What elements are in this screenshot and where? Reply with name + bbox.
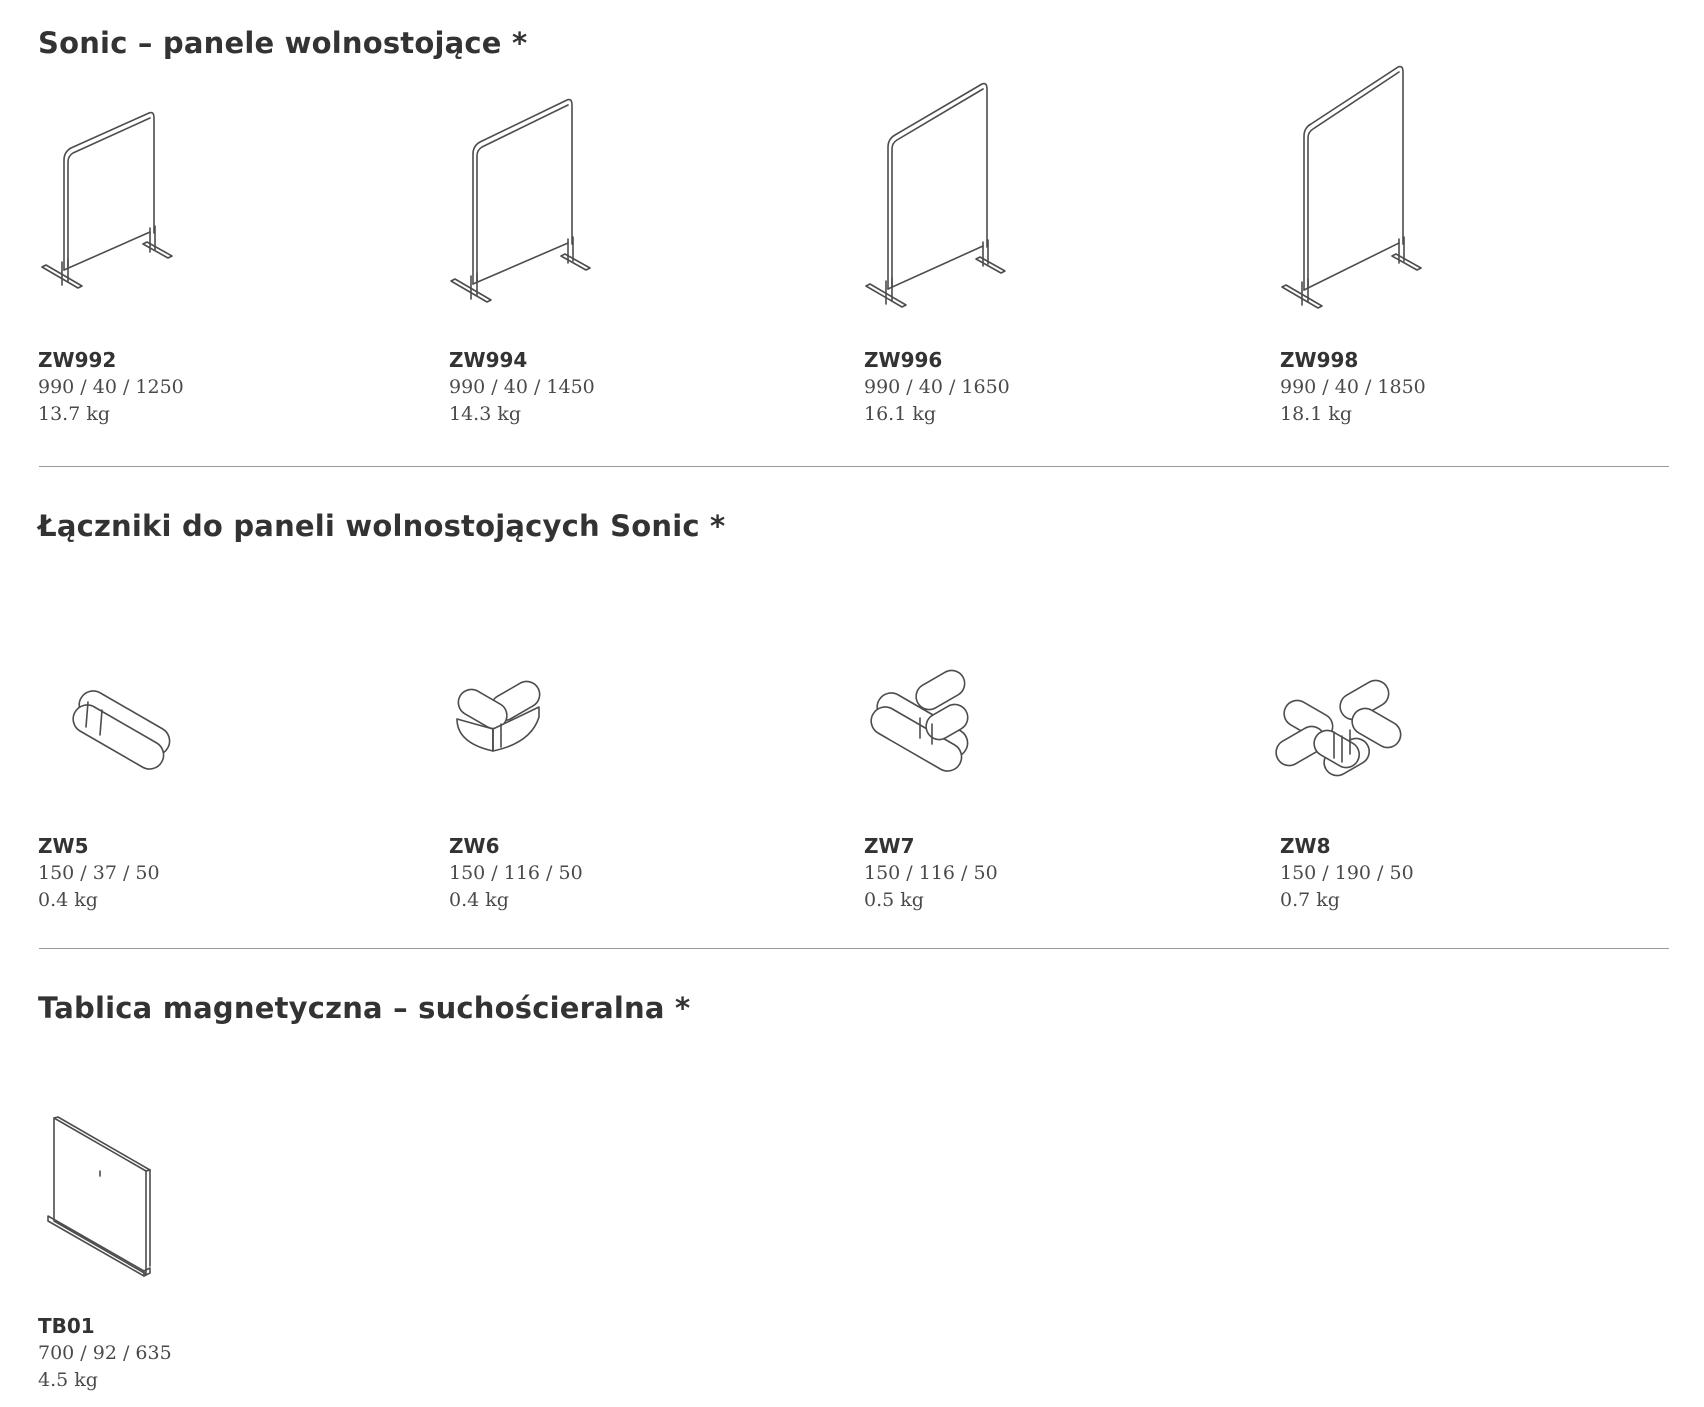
product-dimensions: 990 / 40 / 1450 (449, 376, 595, 398)
whiteboard-icon (44, 1116, 164, 1286)
section-title-whiteboard: Tablica magnetyczna – suchościeralna * (38, 991, 691, 1025)
product-code: ZW5 (38, 834, 89, 858)
product-code: ZW994 (449, 348, 528, 372)
cross-connector-icon (1284, 692, 1404, 802)
product-code: ZW7 (864, 834, 915, 858)
product-dimensions: 990 / 40 / 1650 (864, 376, 1010, 398)
product-weight: 14.3 kg (449, 403, 522, 425)
product-weight: 13.7 kg (38, 403, 111, 425)
product-code: ZW8 (1280, 834, 1331, 858)
product-code: ZW998 (1280, 348, 1359, 372)
product-dimensions: 700 / 92 / 635 (38, 1342, 172, 1364)
product-weight: 0.4 kg (449, 889, 509, 911)
product-dimensions: 150 / 116 / 50 (449, 862, 583, 884)
section-title-connectors: Łączniki do paneli wolnostojących Sonic * (38, 509, 726, 543)
corner-connector-icon (453, 677, 563, 777)
section-divider (39, 948, 1669, 949)
section-divider (39, 466, 1669, 467)
product-dimensions: 990 / 40 / 1250 (38, 376, 184, 398)
product-code: ZW992 (38, 348, 117, 372)
product-weight: 0.7 kg (1280, 889, 1340, 911)
product-dimensions: 150 / 37 / 50 (38, 862, 160, 884)
product-code: ZW6 (449, 834, 500, 858)
product-weight: 0.4 kg (38, 889, 98, 911)
product-weight: 0.5 kg (864, 889, 924, 911)
product-weight: 4.5 kg (38, 1369, 98, 1391)
product-dimensions: 150 / 116 / 50 (864, 862, 998, 884)
product-code: TB01 (38, 1314, 95, 1338)
product-weight: 16.1 kg (864, 403, 937, 425)
straight-connector-icon (42, 672, 152, 772)
product-dimensions: 990 / 40 / 1850 (1280, 376, 1426, 398)
t-connector-icon (870, 674, 990, 774)
product-dimensions: 150 / 190 / 50 (1280, 862, 1414, 884)
freestanding-panel-icon (449, 86, 609, 316)
freestanding-panel-icon (1280, 60, 1440, 320)
product-code: ZW996 (864, 348, 943, 372)
freestanding-panel-icon (864, 73, 1024, 313)
freestanding-panel-icon (38, 100, 198, 330)
product-weight: 18.1 kg (1280, 403, 1353, 425)
section-title-panels: Sonic – panele wolnostojące * (38, 26, 528, 60)
